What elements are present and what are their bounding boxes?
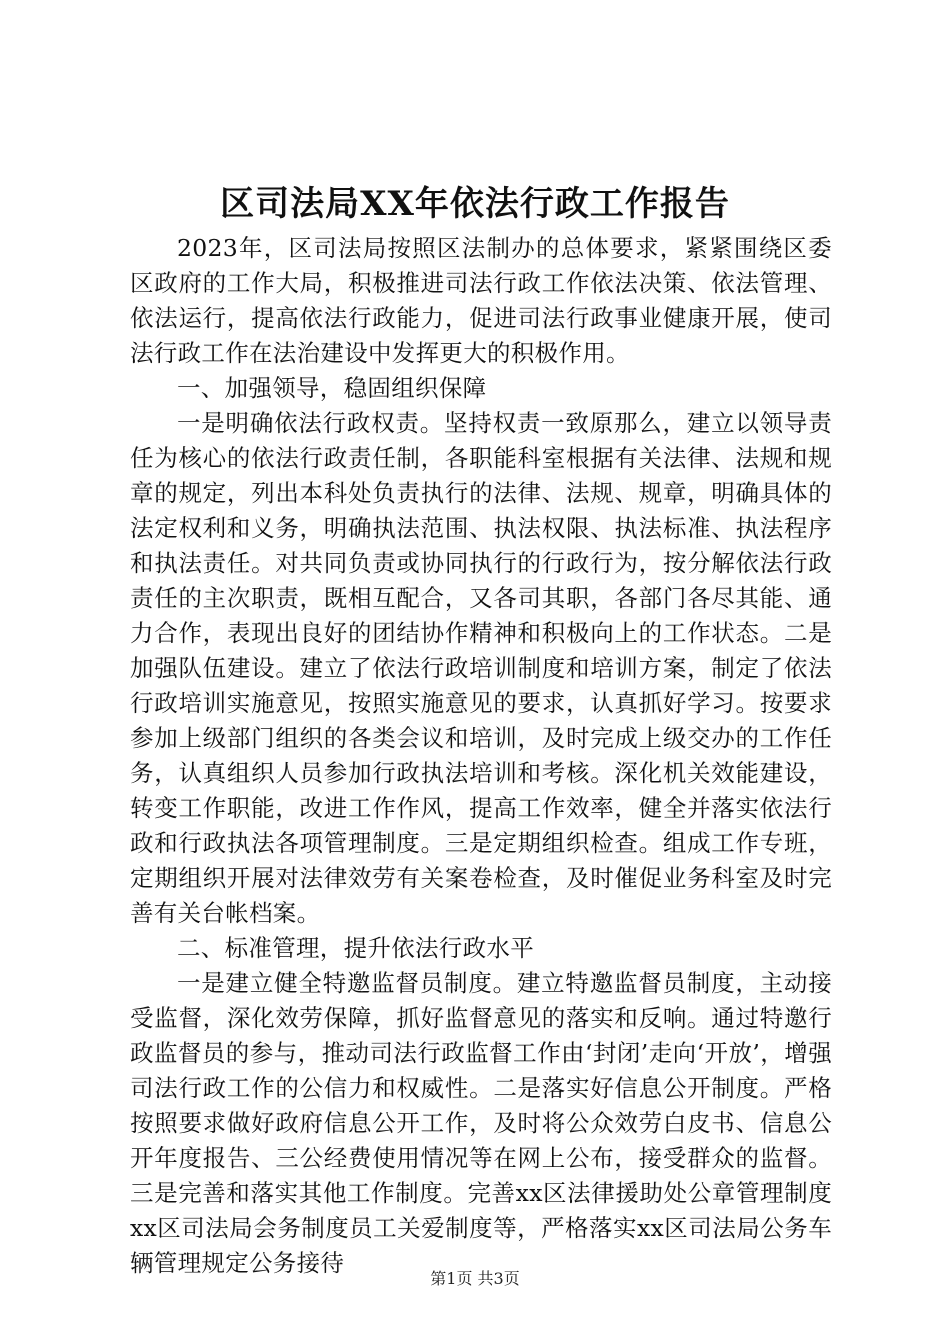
page-number-footer: 第1页 共3页	[430, 1269, 520, 1288]
document-body	[130, 231, 832, 1281]
section-heading-2: 二、标准管理，提升依法行政水平	[177, 934, 534, 962]
document-title: 区司法局XX年依法行政工作报告	[220, 184, 730, 224]
section-heading-1: 一、加强领导，稳固组织保障	[177, 374, 487, 402]
paragraph-section-1: 一是明确依法行政权责。坚持权责一致原那么，建立以领导责任为核心的依法行政责任制，各职能科室根据有关法律、法规和规章的规定，列出本科处负责执行的法律、法规、规章，明确具体的法定权利和义务，明确执法范围、执法权限、执法标准、执法程序和执法责任。对共同负责或协同执行的行政行为，按分解依法行政责任的主次职责，既相互配合，又各司其职，各部门各尽其能、通力合作，表现出良好的团结协作精神和积极向上的工作状态。二是加强队伍建设。建立了依法行政培训制度和培训方案，制定了依法行政培训实施意见，按照实施意见的要求，认真抓好学习。按要求参加上级部门组织的各类会议和培训，及时完成上级交办的工作任务，认真组织人员参加行政执法培训和考核。深化机关效能建设，转变工作职能，改进工作作风，提高工作效率，健全并落实依法行政和行政执法各项管理制度。三是定期组织检查。组成工作专班，定期组织开展对法律效劳有关案卷检查，及时催促业务科室及时完善有关台帐档案。	[130, 409, 832, 927]
paragraph-intro: 2023年，区司法局按照区法制办的总体要求，紧紧围绕区委区政府的工作大局，积极推进司法行政工作依法决策、依法管理、依法运行，提高依法行政能力，促进司法行政事业健康开展，使司法行政工作在法治建设中发挥更大的积极作用。	[130, 234, 832, 367]
paragraph-section-2: 一是建立健全特邀监督员制度。建立特邀监督员制度，主动接受监督，深化效劳保障，抓好监督意见的落实和反响。通过特邀行政监督员的参与，推动司法行政监督工作由‘封闭’走向‘开放’，增强司法行政工作的公信力和权威性。二是落实好信息公开制度。严格按照要求做好政府信息公开工作，及时将公众效劳白皮书、信息公开年度报告、三公经费使用情况等在网上公布，接受群众的监督。三是完善和落实其他工作制度。完善xx区法律援助处公章管理制度xx区司法局会务制度员工关爱制度等，严格落实xx区司法局公务车辆管理规定公务接待	[130, 969, 832, 1277]
